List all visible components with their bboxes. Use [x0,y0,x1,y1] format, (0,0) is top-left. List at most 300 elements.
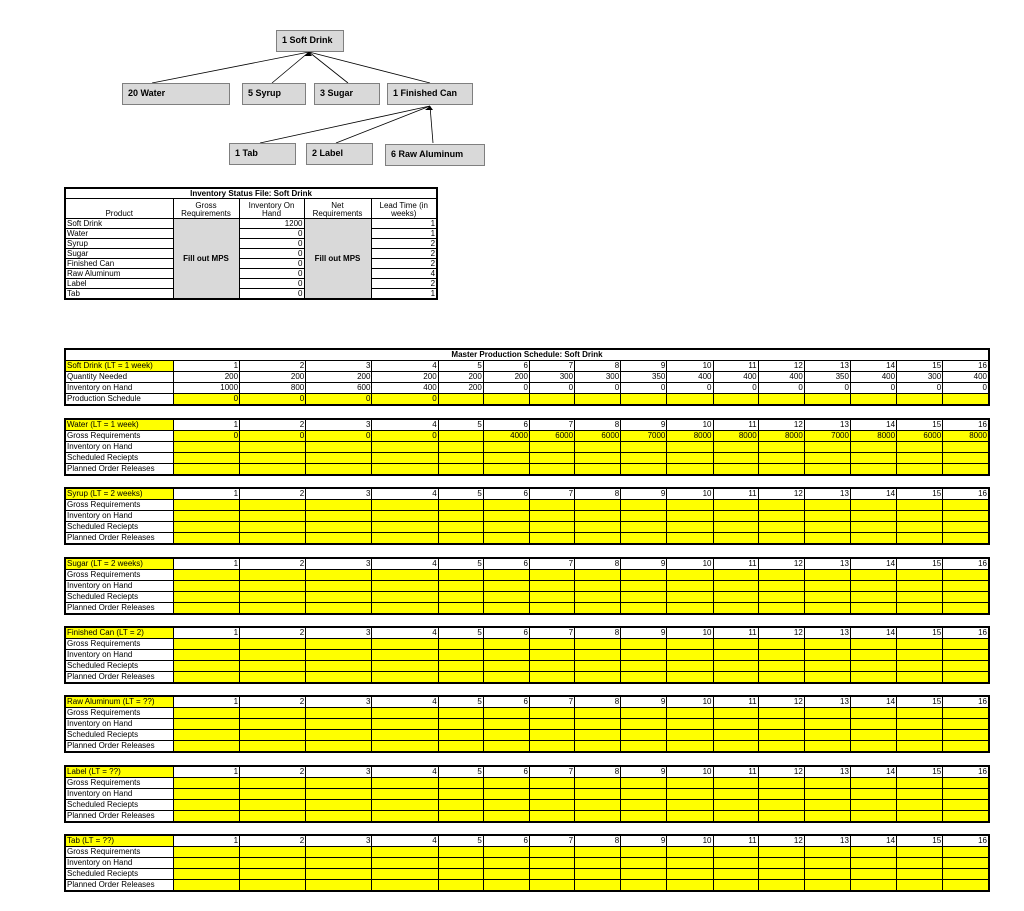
mrp-cell[interactable] [713,464,758,476]
mrp-cell[interactable]: 0 [173,431,239,442]
mrp-cell[interactable] [667,847,713,858]
mps-cell[interactable]: 200 [438,372,483,383]
mrp-cell[interactable] [667,800,713,811]
mrp-cell[interactable] [529,522,574,533]
mrp-cell[interactable] [529,719,574,730]
mrp-cell[interactable] [667,869,713,880]
mrp-cell[interactable] [306,464,372,476]
mrp-cell[interactable] [483,847,529,858]
mrp-cell[interactable]: 0 [240,431,306,442]
inventory-lead-time-value[interactable]: 2 [371,279,437,289]
mrp-cell[interactable] [483,789,529,800]
mrp-cell[interactable] [758,880,804,892]
mrp-cell[interactable] [804,661,850,672]
mrp-cell[interactable] [240,533,306,545]
mrp-cell[interactable] [483,453,529,464]
mps-cell[interactable]: 0 [943,383,989,394]
mps-cell[interactable]: 400 [713,372,758,383]
mps-cell[interactable]: 0 [758,383,804,394]
mps-cell[interactable] [804,394,850,406]
mrp-cell[interactable] [575,811,621,823]
mps-cell[interactable]: 400 [943,372,989,383]
mrp-cell[interactable] [306,789,372,800]
mrp-cell[interactable] [529,778,574,789]
mrp-cell[interactable] [240,800,306,811]
mrp-cell[interactable] [897,880,943,892]
mrp-cell[interactable] [621,570,667,581]
mrp-cell[interactable] [758,570,804,581]
mrp-cell[interactable] [575,858,621,869]
mrp-cell[interactable] [850,869,896,880]
mrp-cell[interactable] [306,522,372,533]
mrp-cell[interactable] [483,708,529,719]
mrp-cell[interactable] [372,708,438,719]
mrp-cell[interactable] [483,522,529,533]
mrp-cell[interactable] [713,869,758,880]
mrp-cell[interactable] [372,639,438,650]
mrp-cell[interactable] [713,511,758,522]
mrp-cell[interactable] [438,511,483,522]
mrp-cell[interactable] [240,650,306,661]
mrp-cell[interactable] [713,500,758,511]
mrp-cell[interactable] [667,741,713,753]
mrp-cell[interactable]: 6000 [897,431,943,442]
mrp-cell[interactable] [667,719,713,730]
mps-cell[interactable]: 1000 [173,383,239,394]
mrp-cell[interactable] [943,672,989,684]
mps-cell[interactable]: 0 [850,383,896,394]
mrp-cell[interactable] [306,800,372,811]
mps-cell[interactable]: 200 [438,383,483,394]
mrp-cell[interactable] [438,789,483,800]
mrp-cell[interactable] [943,858,989,869]
mrp-cell[interactable] [372,581,438,592]
mrp-cell[interactable] [529,708,574,719]
mrp-cell[interactable] [575,511,621,522]
mrp-cell[interactable] [758,464,804,476]
mrp-cell[interactable] [483,730,529,741]
mrp-cell[interactable] [943,500,989,511]
mrp-cell[interactable] [529,533,574,545]
mrp-cell[interactable] [575,741,621,753]
mrp-cell[interactable] [529,650,574,661]
mrp-cell[interactable] [240,592,306,603]
mrp-cell[interactable] [483,661,529,672]
mrp-cell[interactable] [575,778,621,789]
mrp-cell[interactable] [438,592,483,603]
mrp-cell[interactable] [897,453,943,464]
mrp-cell[interactable] [173,719,239,730]
mrp-cell[interactable] [575,442,621,453]
mrp-cell[interactable] [758,847,804,858]
mrp-cell[interactable] [804,847,850,858]
mrp-cell[interactable] [850,533,896,545]
mrp-cell[interactable] [804,858,850,869]
mrp-cell[interactable] [438,719,483,730]
mrp-cell[interactable] [758,858,804,869]
mrp-cell[interactable] [850,464,896,476]
mrp-cell[interactable] [306,453,372,464]
mrp-cell[interactable] [713,708,758,719]
mrp-cell[interactable] [804,592,850,603]
mrp-cell[interactable] [483,719,529,730]
mrp-cell[interactable] [804,811,850,823]
mrp-cell[interactable] [173,464,239,476]
mrp-cell[interactable] [529,603,574,615]
mrp-cell[interactable] [438,778,483,789]
mrp-cell[interactable] [372,811,438,823]
inventory-lead-time-value[interactable]: 4 [371,269,437,279]
mrp-cell[interactable] [438,431,483,442]
mrp-cell[interactable] [897,741,943,753]
mrp-cell[interactable] [850,522,896,533]
mrp-cell[interactable] [173,708,239,719]
mrp-cell[interactable] [667,789,713,800]
mrp-cell[interactable] [483,581,529,592]
mrp-cell[interactable] [804,730,850,741]
mrp-cell[interactable] [306,741,372,753]
mrp-cell[interactable] [804,800,850,811]
mps-cell[interactable]: 0 [897,383,943,394]
mrp-cell[interactable] [943,789,989,800]
mrp-cell[interactable] [667,453,713,464]
mrp-cell[interactable] [372,730,438,741]
inventory-on-hand-value[interactable]: 0 [239,269,304,279]
inventory-on-hand-value[interactable]: 0 [239,229,304,239]
mrp-cell[interactable] [306,672,372,684]
mrp-cell[interactable] [667,603,713,615]
mrp-cell[interactable] [804,570,850,581]
mrp-cell[interactable] [306,661,372,672]
mrp-cell[interactable] [713,811,758,823]
mps-cell[interactable] [667,394,713,406]
mrp-cell[interactable] [713,719,758,730]
mrp-cell[interactable] [621,719,667,730]
mps-cell[interactable]: 0 [306,394,372,406]
mps-cell[interactable] [850,394,896,406]
mrp-cell[interactable] [850,708,896,719]
mrp-cell[interactable] [943,869,989,880]
mrp-cell[interactable]: 7000 [621,431,667,442]
mrp-cell[interactable] [621,741,667,753]
mrp-cell[interactable] [850,661,896,672]
mps-cell[interactable] [438,394,483,406]
mps-cell[interactable] [483,394,529,406]
mrp-cell[interactable] [758,719,804,730]
mrp-cell[interactable] [372,603,438,615]
mrp-cell[interactable] [713,639,758,650]
mrp-cell[interactable] [240,880,306,892]
mps-cell[interactable]: 0 [372,394,438,406]
mrp-cell[interactable] [667,858,713,869]
mrp-cell[interactable] [372,592,438,603]
mrp-cell[interactable] [372,672,438,684]
mps-cell[interactable]: 0 [483,383,529,394]
mrp-cell[interactable] [758,672,804,684]
mrp-cell[interactable] [713,778,758,789]
mps-cell[interactable]: 0 [713,383,758,394]
mrp-cell[interactable] [804,500,850,511]
mrp-cell[interactable] [438,453,483,464]
mrp-cell[interactable] [438,811,483,823]
mrp-cell[interactable]: 6000 [575,431,621,442]
mrp-cell[interactable] [173,522,239,533]
mps-cell[interactable]: 300 [897,372,943,383]
mrp-cell[interactable] [667,533,713,545]
mrp-cell[interactable] [713,522,758,533]
mrp-cell[interactable] [306,533,372,545]
mrp-cell[interactable] [804,511,850,522]
mrp-cell[interactable] [897,581,943,592]
mrp-cell[interactable] [575,581,621,592]
mrp-cell[interactable] [758,442,804,453]
mrp-cell[interactable] [897,570,943,581]
mps-cell[interactable]: 200 [173,372,239,383]
mrp-cell[interactable] [372,511,438,522]
mrp-cell[interactable] [240,442,306,453]
mrp-cell[interactable] [306,811,372,823]
inventory-lead-time-value[interactable]: 2 [371,239,437,249]
mrp-cell[interactable] [804,778,850,789]
mrp-cell[interactable] [306,869,372,880]
mrp-cell[interactable] [240,639,306,650]
mrp-cell[interactable] [667,730,713,741]
mrp-cell[interactable] [943,719,989,730]
mrp-cell[interactable] [575,500,621,511]
mrp-cell[interactable] [850,789,896,800]
mrp-cell[interactable] [173,533,239,545]
mrp-cell[interactable] [621,880,667,892]
mrp-cell[interactable] [529,639,574,650]
mrp-cell[interactable] [240,730,306,741]
mrp-cell[interactable] [621,603,667,615]
mrp-cell[interactable] [621,858,667,869]
mps-cell[interactable]: 200 [240,372,306,383]
mrp-cell[interactable] [943,661,989,672]
mrp-cell[interactable] [621,789,667,800]
mrp-cell[interactable] [943,442,989,453]
inventory-lead-time-value[interactable]: 2 [371,249,437,259]
mrp-cell[interactable] [306,570,372,581]
mrp-cell[interactable] [804,880,850,892]
mrp-cell[interactable] [621,581,667,592]
mps-cell[interactable] [758,394,804,406]
mrp-cell[interactable] [667,500,713,511]
mps-cell[interactable]: 0 [575,383,621,394]
mrp-cell[interactable] [621,778,667,789]
mrp-cell[interactable] [483,869,529,880]
mrp-cell[interactable] [575,719,621,730]
inventory-on-hand-value[interactable]: 0 [239,249,304,259]
mrp-cell[interactable] [943,741,989,753]
inventory-lead-time-value[interactable]: 1 [371,289,437,300]
mrp-cell[interactable] [850,511,896,522]
mrp-cell[interactable] [758,592,804,603]
mrp-cell[interactable] [529,858,574,869]
mrp-cell[interactable] [713,442,758,453]
mrp-cell[interactable] [667,511,713,522]
mrp-cell[interactable] [240,869,306,880]
mrp-cell[interactable]: 8000 [850,431,896,442]
mrp-cell[interactable] [306,880,372,892]
mrp-cell[interactable] [667,880,713,892]
mrp-cell[interactable] [483,741,529,753]
mrp-cell[interactable] [713,789,758,800]
mrp-cell[interactable] [943,800,989,811]
mrp-cell[interactable] [713,453,758,464]
mrp-cell[interactable] [438,533,483,545]
mrp-cell[interactable] [850,811,896,823]
mrp-cell[interactable] [240,464,306,476]
mrp-cell[interactable] [897,869,943,880]
mrp-cell[interactable] [483,880,529,892]
mrp-cell[interactable] [372,858,438,869]
mrp-cell[interactable] [804,464,850,476]
mrp-cell[interactable] [943,522,989,533]
mrp-cell[interactable] [804,672,850,684]
mrp-cell[interactable] [372,650,438,661]
mrp-cell[interactable] [575,661,621,672]
mrp-cell[interactable] [850,442,896,453]
mps-cell[interactable]: 350 [804,372,850,383]
mrp-cell[interactable] [306,858,372,869]
mps-cell[interactable]: 200 [372,372,438,383]
mrp-cell[interactable] [173,847,239,858]
mrp-cell[interactable]: 0 [306,431,372,442]
mrp-cell[interactable] [372,778,438,789]
mrp-cell[interactable] [575,880,621,892]
mrp-cell[interactable] [306,847,372,858]
mrp-cell[interactable] [438,522,483,533]
mrp-cell[interactable] [306,778,372,789]
mrp-cell[interactable] [483,570,529,581]
mrp-cell[interactable] [943,639,989,650]
mrp-cell[interactable] [306,511,372,522]
mrp-cell[interactable] [943,533,989,545]
mrp-cell[interactable] [529,730,574,741]
mrp-cell[interactable] [438,880,483,892]
mrp-cell[interactable] [438,570,483,581]
mrp-cell[interactable] [943,730,989,741]
mps-cell[interactable]: 400 [850,372,896,383]
inventory-on-hand-value[interactable]: 0 [239,279,304,289]
mrp-cell[interactable] [804,719,850,730]
mrp-cell[interactable] [240,570,306,581]
mrp-cell[interactable] [897,719,943,730]
mps-cell[interactable]: 400 [372,383,438,394]
mrp-cell[interactable] [483,811,529,823]
mrp-cell[interactable]: 8000 [758,431,804,442]
mrp-cell[interactable] [438,708,483,719]
mrp-cell[interactable] [372,442,438,453]
mrp-cell[interactable] [897,442,943,453]
mrp-cell[interactable]: 6000 [529,431,574,442]
mrp-cell[interactable] [897,603,943,615]
mrp-cell[interactable] [667,570,713,581]
mrp-cell[interactable] [438,869,483,880]
mrp-cell[interactable] [529,800,574,811]
mrp-cell[interactable] [758,778,804,789]
mrp-cell[interactable] [621,708,667,719]
mrp-cell[interactable] [372,661,438,672]
mrp-cell[interactable] [240,511,306,522]
mrp-cell[interactable] [372,464,438,476]
mrp-cell[interactable] [529,847,574,858]
mrp-cell[interactable] [667,661,713,672]
mrp-cell[interactable] [758,581,804,592]
mrp-cell[interactable] [850,581,896,592]
mrp-cell[interactable] [575,464,621,476]
mrp-cell[interactable] [897,533,943,545]
mrp-cell[interactable] [529,672,574,684]
mps-cell[interactable]: 350 [621,372,667,383]
mrp-cell[interactable] [713,533,758,545]
mrp-cell[interactable] [713,650,758,661]
mrp-cell[interactable] [667,778,713,789]
mrp-cell[interactable] [529,464,574,476]
mrp-cell[interactable] [173,581,239,592]
mrp-cell[interactable] [897,592,943,603]
mrp-cell[interactable] [173,453,239,464]
inventory-lead-time-value[interactable]: 1 [371,229,437,239]
mrp-cell[interactable] [173,789,239,800]
mrp-cell[interactable] [483,672,529,684]
mrp-cell[interactable] [667,522,713,533]
mps-cell[interactable]: 0 [173,394,239,406]
mrp-cell[interactable] [758,708,804,719]
mrp-cell[interactable] [240,719,306,730]
mrp-cell[interactable] [529,570,574,581]
mrp-cell[interactable] [713,800,758,811]
mrp-cell[interactable] [758,800,804,811]
mrp-cell[interactable] [483,533,529,545]
mrp-cell[interactable]: 0 [372,431,438,442]
mrp-cell[interactable] [713,661,758,672]
inventory-lead-time-value[interactable]: 1 [371,219,437,229]
mrp-cell[interactable] [306,639,372,650]
mps-cell[interactable]: 300 [575,372,621,383]
mrp-cell[interactable] [758,789,804,800]
mrp-cell[interactable] [529,442,574,453]
mrp-cell[interactable] [667,639,713,650]
mrp-cell[interactable] [438,639,483,650]
mrp-cell[interactable] [529,869,574,880]
mrp-cell[interactable] [621,453,667,464]
mrp-cell[interactable] [621,811,667,823]
inventory-on-hand-value[interactable]: 0 [239,239,304,249]
mrp-cell[interactable] [575,800,621,811]
mrp-cell[interactable] [173,639,239,650]
mrp-cell[interactable] [667,581,713,592]
mrp-cell[interactable]: 8000 [667,431,713,442]
mrp-cell[interactable] [306,603,372,615]
mrp-cell[interactable] [173,672,239,684]
mrp-cell[interactable] [483,858,529,869]
mrp-cell[interactable] [483,639,529,650]
mrp-cell[interactable] [713,672,758,684]
mrp-cell[interactable] [372,533,438,545]
mrp-cell[interactable] [240,672,306,684]
mps-cell[interactable]: 0 [667,383,713,394]
mrp-cell[interactable] [438,603,483,615]
mps-cell[interactable]: 300 [529,372,574,383]
mrp-cell[interactable] [372,869,438,880]
mrp-cell[interactable] [897,778,943,789]
mrp-cell[interactable]: 8000 [943,431,989,442]
mrp-cell[interactable] [943,511,989,522]
mrp-cell[interactable] [850,719,896,730]
mrp-cell[interactable] [897,730,943,741]
